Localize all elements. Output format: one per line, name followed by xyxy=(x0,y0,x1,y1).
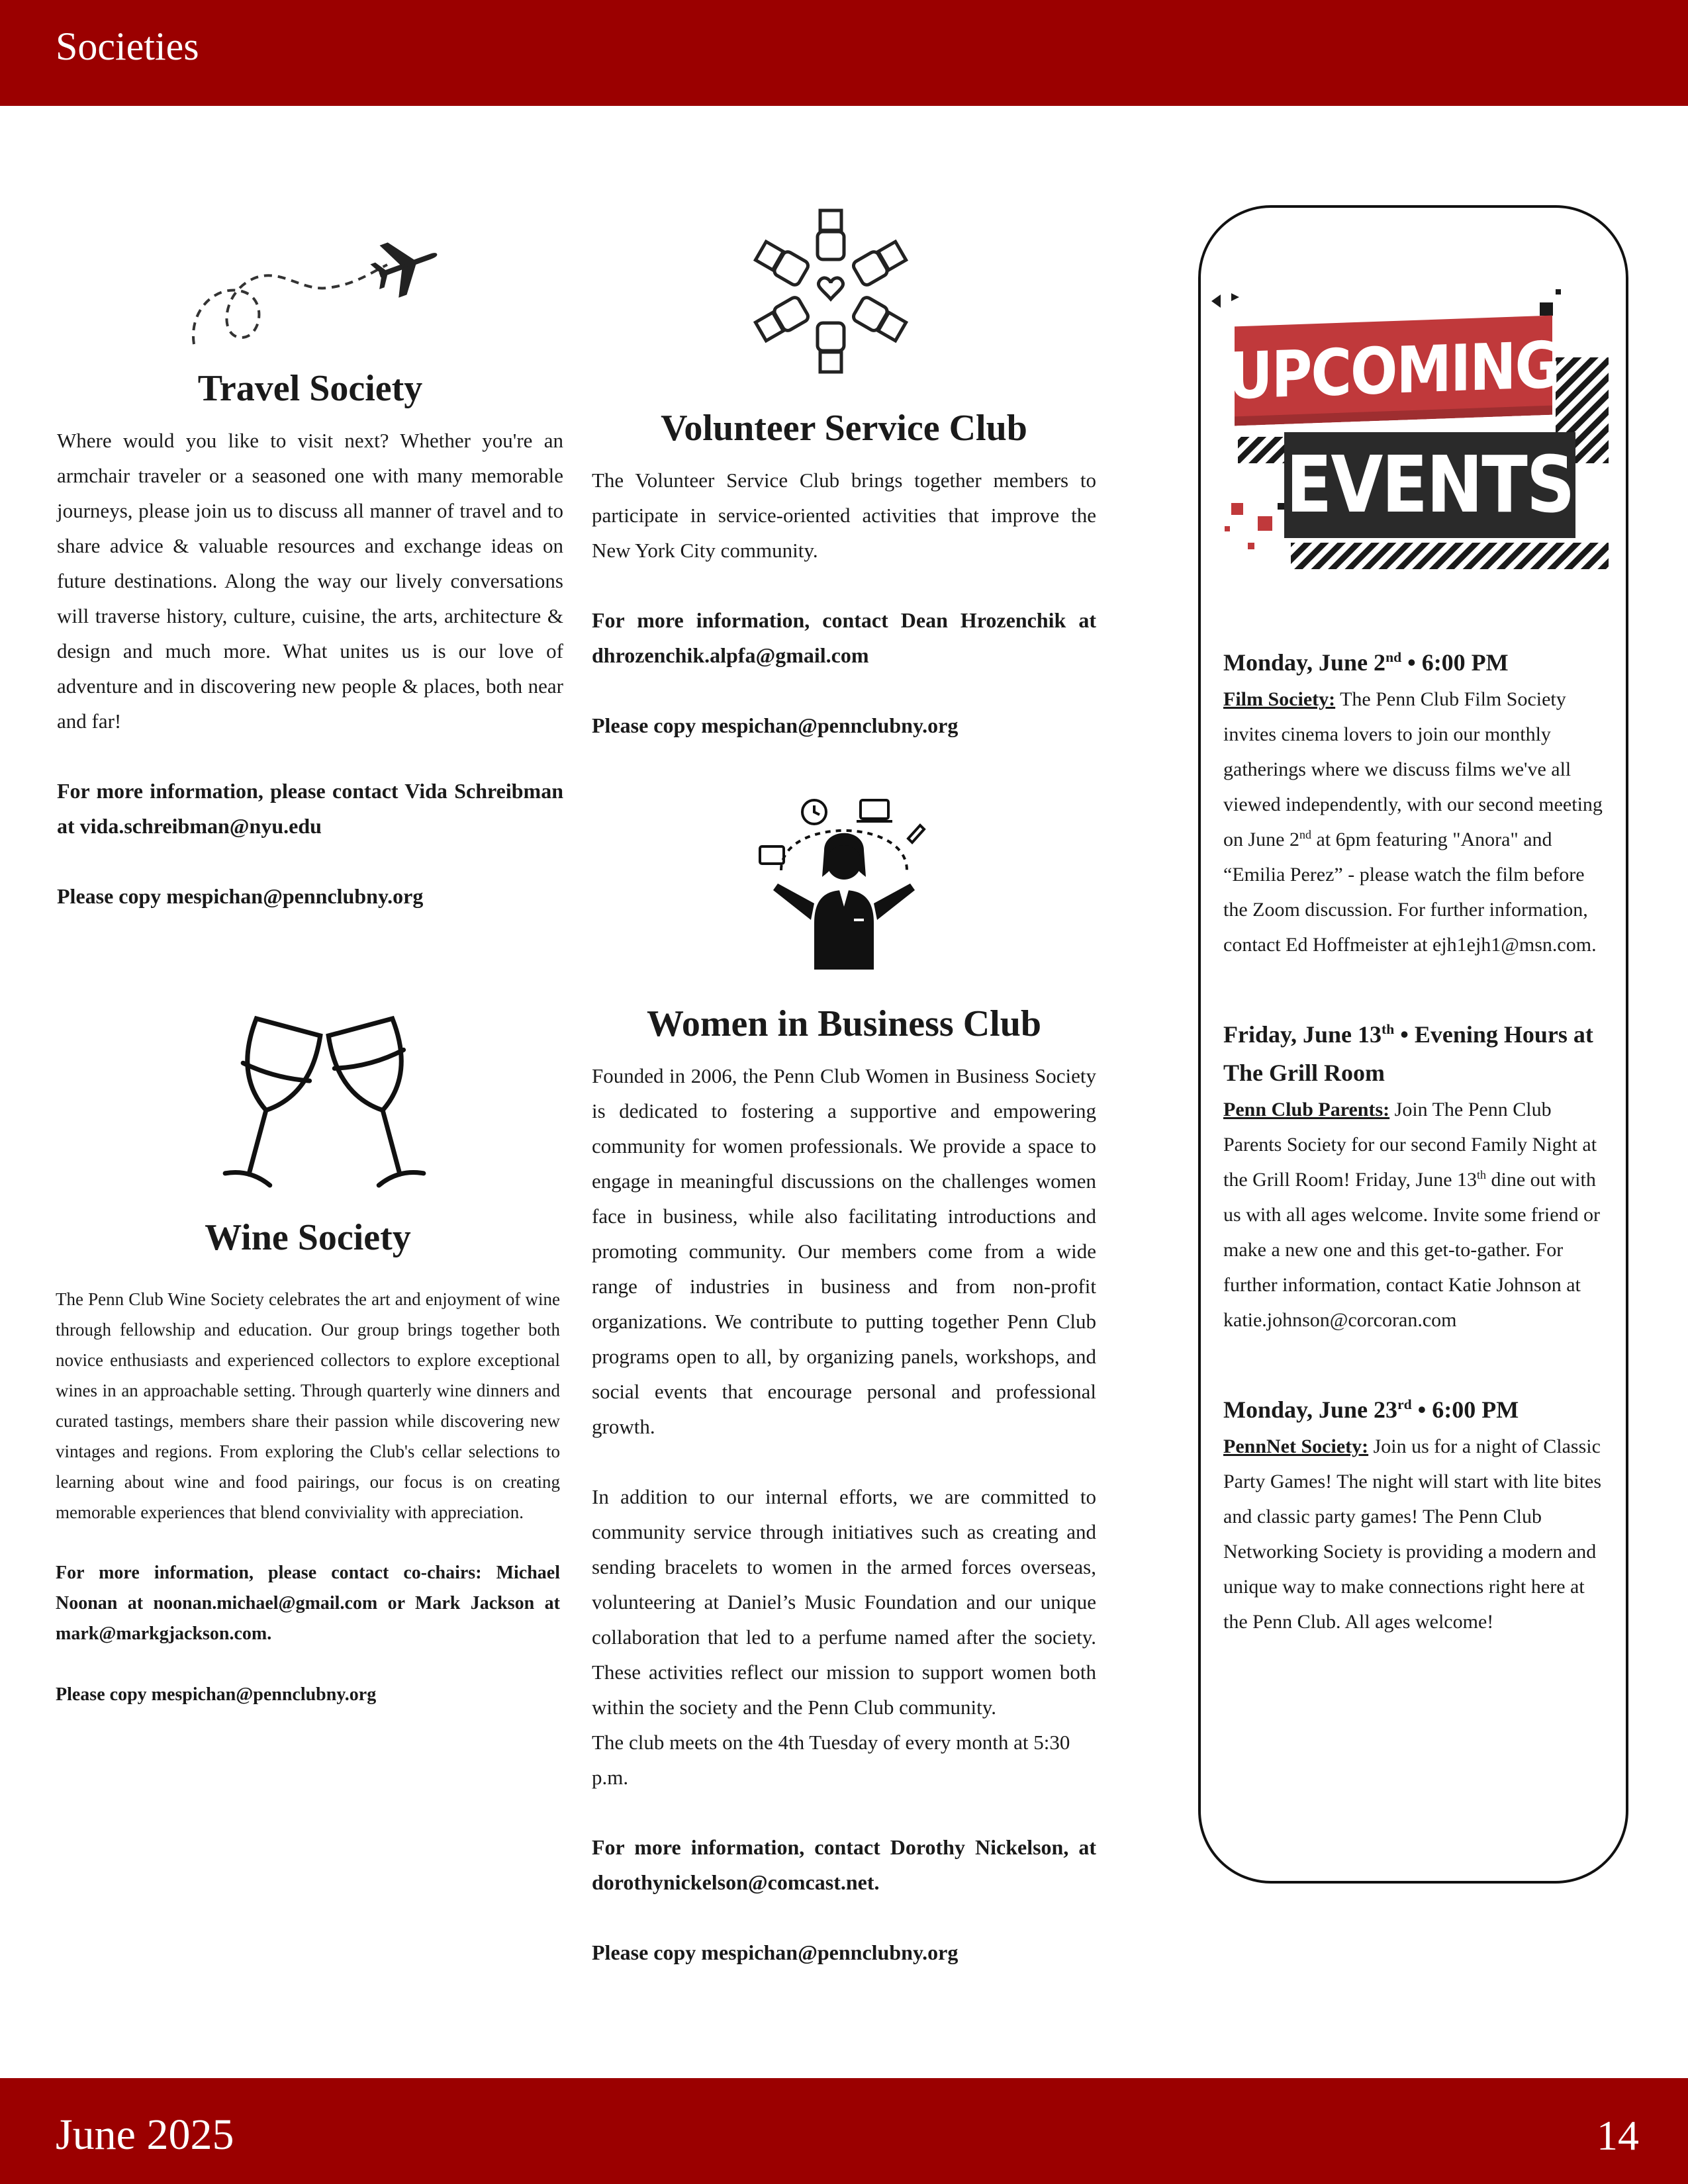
volunteer-club-title: Volunteer Service Club xyxy=(661,408,1027,449)
event-label: Film Society: xyxy=(1223,688,1336,710)
event-date: Monday, June 23rd • 6:00 PM xyxy=(1223,1396,1519,1423)
women-business-body-1: Founded in 2006, the Penn Club Women in Business Society is dedicated to fostering a supportive and empowering community for women professionals. We provide a space to engage in meaningful discussions on the challenges women face in business, while also facilitating introductions and promoting community. Our members come from a wide range of industries in business and from non-profit organizations. We contribute to putting together Penn Club programs open to all, by organizing panels, workshops, and social events that encourage personal and professional growth. xyxy=(592,1064,1096,1438)
travel-society-title: Travel Society xyxy=(197,368,423,409)
women-business-title: Women in Business Club xyxy=(647,1003,1041,1044)
travel-society-section xyxy=(57,367,563,914)
banner-upcoming xyxy=(1227,316,1560,426)
volunteer-club-copy: Please copy mespichan@pennclubny.org xyxy=(592,713,959,737)
wine-society-section xyxy=(56,1216,560,1710)
event-label: Penn Club Parents: xyxy=(1223,1099,1390,1120)
issue-date: June 2025 xyxy=(56,2111,234,2159)
volunteer-club-section xyxy=(592,407,1096,743)
page-number: 14 xyxy=(1597,2112,1639,2159)
wine-society-title: Wine Society xyxy=(205,1217,411,1258)
event-description: Film Society: The Penn Club Film Society invites cinema lovers to join our monthly gatherings where we discuss films we've all viewed independently, with our second meeting on June 2nd at 6pm featuring "Anora" and “Emilia Perez” - please watch the film before the Zoom discussion. For further information, contact Ed Hoffmeister at ejh1ejh1@msn.com. xyxy=(1223,688,1603,956)
women-business-body-2: In addition to our internal efforts, we are committed to community service through initiatives such as creating and sending bracelets to women in the armed forces overseas, volunteering at Daniel’s Music Foundation and our unique collaboration that led to a perfume named after the society. These activities reflect our mission to support women both within the society and the Penn Club community. xyxy=(592,1485,1096,1719)
event-description: Penn Club Parents: Join The Penn Club Parents Society for our second Family Night at the Grill Room! Friday, June 13th dine out with us with all ages welcome. Invite some friend or make a new one and this get-to-gather. For further information, contact Katie Johnson at katie.johnson@corcoran.com xyxy=(1223,1099,1601,1331)
women-business-section xyxy=(592,1003,1096,1970)
travel-society-contact: For more information, please contact Vida Schreibman at vida.schreibman@nyu.edu xyxy=(57,779,563,838)
section-title: Societies xyxy=(56,24,199,68)
banner-events xyxy=(1284,432,1575,538)
women-business-contact: For more information, contact Dorothy Nickelson, at dorothynickelson@comcast.net. xyxy=(592,1835,1096,1894)
event-description: PennNet Society: Join us for a night of Classic Party Games! The night will start with lite bites and classic party games! The Penn Club Networking Society is providing a modern and unique way to make connections right here at the Penn Club. All ages welcome! xyxy=(1223,1435,1602,1633)
volunteer-club-contact: For more information, contact Dean Hrozenchik at dhrozenchik.alpfa@gmail.com xyxy=(592,608,1096,667)
footer-band xyxy=(0,2078,1688,2184)
event-date: Monday, June 2nd • 6:00 PM xyxy=(1223,649,1509,676)
fists-circle-icon xyxy=(745,205,917,377)
volunteer-club-body: The Volunteer Service Club brings together members to participate in service-oriented activities that improve the New York City community. xyxy=(592,469,1096,562)
airplane-icon xyxy=(189,238,440,351)
banner-upcoming-text: UPCOMING xyxy=(1227,327,1560,414)
travel-society-body: Where would you like to visit next? Whether you're an armchair traveler or a seasoned one with many memorable journeys, please join us to discuss all manner of travel and to share advice & valuable resources and exchange ideas on future destinations. Along the way our lively conversations will traverse history, culture, cuisine, the arts, architecture & design and much more. What unites us is our love of adventure and in discovering new people & places, both near and far! xyxy=(57,429,563,733)
event-date: Friday, June 13th • Evening Hours at The Grill Room xyxy=(1223,1021,1593,1086)
wine-society-copy: Please copy mespichan@pennclubny.org xyxy=(56,1684,377,1705)
event-item xyxy=(1223,643,1604,962)
event-item xyxy=(1223,1390,1604,1639)
wine-society-contact: For more information, please contact co-chairs: Michael Noonan at noonan.michael@gmail.com or Mark Jackson at mark@markgjackson.com. xyxy=(56,1563,560,1644)
wine-glasses-icon xyxy=(218,1006,430,1211)
women-business-meeting: The club meets on the 4th Tuesday of every month at 5:30 p.m. xyxy=(592,1731,1070,1789)
event-item xyxy=(1223,1015,1604,1338)
events-list xyxy=(1223,643,1604,1639)
businesswoman-icon xyxy=(755,791,933,970)
header-band xyxy=(0,0,1688,106)
upcoming-events-banner xyxy=(1211,281,1622,586)
event-label: PennNet Society: xyxy=(1223,1435,1369,1457)
banner-events-text: EVENTS xyxy=(1286,439,1574,531)
women-business-copy: Please copy mespichan@pennclubny.org xyxy=(592,1940,959,1964)
travel-society-copy: Please copy mespichan@pennclubny.org xyxy=(57,884,424,908)
wine-society-body: The Penn Club Wine Society celebrates the art and enjoyment of wine through fellowship and education. Our group brings together both novice enthusiasts and experienced collectors to explore exceptional wines in an approachable setting. Through quarterly wine dinners and curated tastings, members share their passion while discovering new vintages and regions. From exploring the Club's cellar selections to learning about wine and food pairings, our focus is on creating memorable experiences that blend conviviality with appreciation. xyxy=(56,1289,560,1522)
